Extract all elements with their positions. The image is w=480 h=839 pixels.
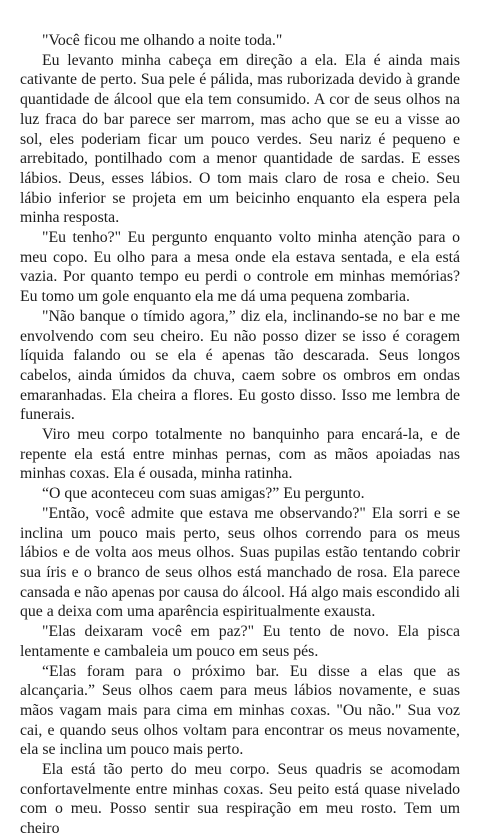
book-page-text: [20, 31, 460, 839]
paragraph: Ela está tão perto do meu corpo. Seus quadris se acomodam confortavelmente entre minhas coxas. Seu peito está quase nivelado com o meu. Posso sentir sua respiração em meu rosto. Tem um cheiro: [20, 761, 460, 838]
paragraph: "Você ficou me olhando a noite toda.": [42, 32, 283, 49]
paragraph: "Então, você admite que estava me observando?" Ela sorri e se inclina um pouco mais perto, seus olhos correndo para os meus lábios e de volta aos meus olhos. Suas pupilas estão tentando cobrir sua íris e o branco de seus olhos está manchado de rosa. Ela parece cansada e não apenas por causa do álcool. Há algo mais escondido ali que a deixa com uma aparência espiritualmente exausta.: [20, 504, 460, 621]
paragraph: Eu levanto minha cabeça em direção a ela. Ela é ainda mais cativante de perto. Sua pele é pálida, mas ruborizada devido à grande quantidade de álcool que ela tem consumido. A cor de seus olhos na luz fraca do bar parece ser marrom, mas acho que se eu a visse ao sol, eles poderiam ficar um pouco verdes. Seu nariz é pequeno e arrebitado, pontilhado com a menor quantidade de sardas. E esses lábios. Deus, esses lábios. O tom mais claro de rosa e cheio. Seu lábio inferior se projeta em um beicinho enquanto ela espera pela minha resposta.: [20, 51, 460, 227]
paragraph: “Elas foram para o próximo bar. Eu disse a elas que as alcançaria.” Seus olhos caem para meus lábios novamente, e suas mãos vagam mais para cima em minhas coxas. "Ou não." Sua voz cai, e quando seus olhos voltam para encontrar os meus novamente, ela se inclina um pouco mais perto.: [20, 662, 460, 759]
paragraph: "Não banque o tímido agora,” diz ela, inclinando-se no bar e me envolvendo com seu cheiro. Eu não posso dizer se isso é coragem líquida falando ou se ela é apenas tão descarada. Seus longos cabelos, ainda úmidos da chuva, caem sobre os ombros em ondas emaranhadas. Ela cheira a flores. Eu gosto disso. Isso me lembra de funerais.: [20, 307, 460, 424]
paragraph: “O que aconteceu com suas amigas?” Eu pergunto.: [42, 485, 365, 503]
paragraph: "Elas deixaram você em paz?" Eu tento de novo. Ela pisca lentamente e cambaleia um pouco em seus pés.: [20, 623, 460, 660]
paragraph: Viro meu corpo totalmente no banquinho para encará-la, e de repente ela está entre minhas pernas, com as mãos apoiadas nas minhas coxas. Ela é ousada, minha ratinha.: [20, 426, 460, 483]
paragraph: "Eu tenho?" Eu pergunto enquanto volto minha atenção para o meu copo. Eu olho para a mesa onde ela estava sentada, e ela está vazia. Por quanto tempo eu perdi o controle em minhas memórias? Eu tomo um gole enquanto ela me dá uma pequena zombaria.: [20, 229, 460, 306]
